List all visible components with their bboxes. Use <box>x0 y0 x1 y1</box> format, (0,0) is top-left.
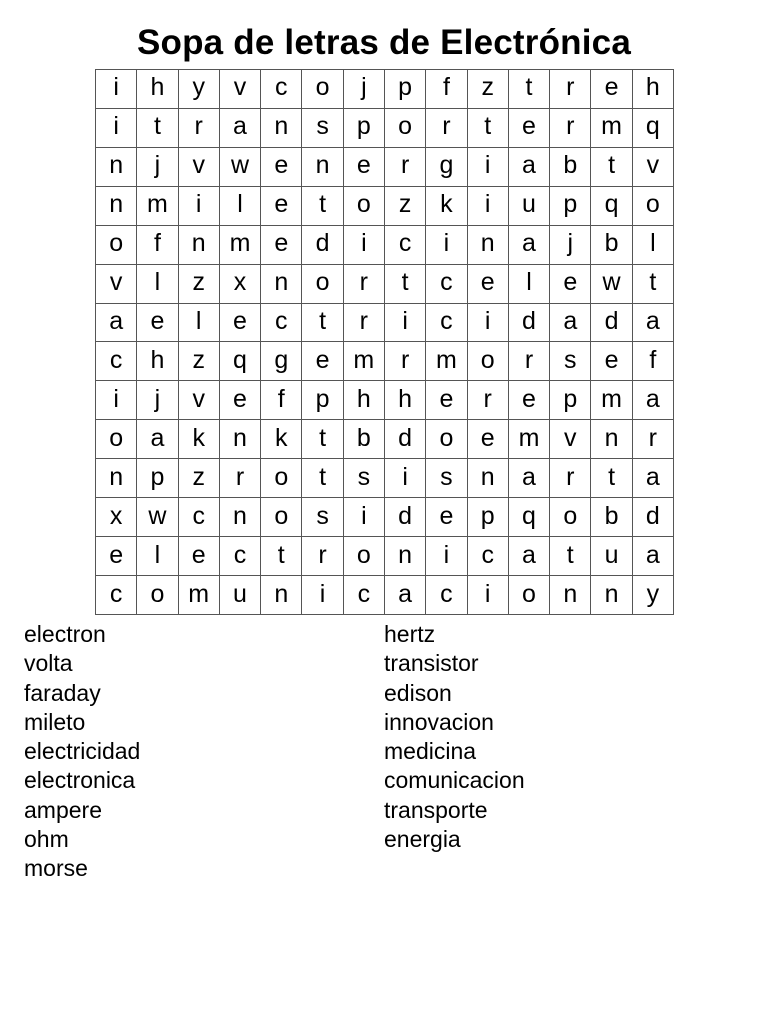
grid-cell: u <box>509 187 550 226</box>
grid-cell: i <box>344 226 385 265</box>
grid-cell: m <box>509 420 550 459</box>
grid-cell: p <box>344 109 385 148</box>
grid-cell: c <box>385 226 426 265</box>
grid-cell: i <box>468 576 509 615</box>
grid-cell: e <box>261 226 302 265</box>
grid-cell: a <box>137 420 178 459</box>
grid-cell: l <box>633 226 674 265</box>
grid-cell: o <box>96 420 137 459</box>
grid-cell: j <box>550 226 591 265</box>
grid-cell: i <box>96 109 137 148</box>
grid-cell: e <box>137 304 178 343</box>
grid-cell: a <box>550 304 591 343</box>
grid-cell: x <box>96 498 137 537</box>
grid-cell: n <box>220 498 261 537</box>
grid-cell: m <box>591 109 632 148</box>
grid-cell: c <box>468 537 509 576</box>
grid-cell: n <box>261 576 302 615</box>
grid-cell: k <box>261 420 302 459</box>
grid-cell: n <box>96 459 137 498</box>
word-list-left <box>24 620 140 884</box>
word-list-item: volta <box>24 650 73 677</box>
grid-cell: n <box>261 265 302 304</box>
grid-cell: e <box>426 381 467 420</box>
grid-cell: w <box>220 148 261 187</box>
grid-cell: c <box>344 576 385 615</box>
grid-cell: k <box>179 420 220 459</box>
grid-cell: r <box>179 109 220 148</box>
grid-cell: v <box>220 70 261 109</box>
word-list-item: mileto <box>24 708 86 735</box>
grid-cell: z <box>179 459 220 498</box>
grid-cell: j <box>137 381 178 420</box>
grid-cell: m <box>344 342 385 381</box>
grid-cell: p <box>302 381 343 420</box>
grid-cell: i <box>426 537 467 576</box>
grid-cell: n <box>468 459 509 498</box>
grid-cell: i <box>468 304 509 343</box>
grid-cell: e <box>591 342 632 381</box>
grid-cell: c <box>261 70 302 109</box>
grid-cell: s <box>344 459 385 498</box>
grid-cell: h <box>385 381 426 420</box>
grid-cell: o <box>302 265 343 304</box>
grid-cell: a <box>509 148 550 187</box>
word-list-item: morse <box>24 855 88 882</box>
grid-cell: e <box>344 148 385 187</box>
grid-cell: a <box>633 537 674 576</box>
grid-cell: u <box>220 576 261 615</box>
grid-cell: r <box>385 148 426 187</box>
word-list-item: ampere <box>24 796 102 823</box>
word-list-item: electronica <box>24 767 136 794</box>
grid-cell: t <box>302 459 343 498</box>
grid-cell: c <box>220 537 261 576</box>
grid-cell: o <box>261 459 302 498</box>
grid-cell: d <box>385 420 426 459</box>
page-title: Sopa de letras de Electrónica <box>136 23 632 62</box>
grid-cell: k <box>426 187 467 226</box>
grid-cell: e <box>550 265 591 304</box>
grid-cell: h <box>344 381 385 420</box>
grid-cell: r <box>509 342 550 381</box>
grid-cell: r <box>550 459 591 498</box>
grid-cell: v <box>96 265 137 304</box>
grid-cell: l <box>137 537 178 576</box>
grid-cell: l <box>509 265 550 304</box>
grid-cell: t <box>302 420 343 459</box>
grid-cell: f <box>426 70 467 109</box>
grid-cell: o <box>344 537 385 576</box>
grid-cell: a <box>633 381 674 420</box>
grid-cell: e <box>261 187 302 226</box>
grid-cell: r <box>550 70 591 109</box>
word-list-item: edison <box>384 679 452 706</box>
grid-cell: e <box>220 381 261 420</box>
grid-cell: e <box>96 537 137 576</box>
grid-cell: u <box>591 537 632 576</box>
grid-cell: o <box>344 187 385 226</box>
grid-cell: a <box>220 109 261 148</box>
grid-cell: h <box>137 342 178 381</box>
grid-cell: m <box>591 381 632 420</box>
grid-cell: p <box>385 70 426 109</box>
grid-cell: d <box>591 304 632 343</box>
grid-cell: q <box>509 498 550 537</box>
grid-cell: e <box>426 498 467 537</box>
grid-cell: v <box>179 148 220 187</box>
word-list-item: electricidad <box>24 738 141 765</box>
grid-cell: y <box>179 70 220 109</box>
grid-cell: e <box>468 265 509 304</box>
grid-cell: o <box>468 342 509 381</box>
grid-cell: q <box>633 109 674 148</box>
grid-cell: q <box>591 187 632 226</box>
grid-cell: n <box>591 576 632 615</box>
grid-cell: e <box>591 70 632 109</box>
grid-cell: n <box>385 537 426 576</box>
grid-cell: e <box>179 537 220 576</box>
word-list-right <box>384 620 525 854</box>
grid-cell: t <box>591 148 632 187</box>
grid-cell: i <box>468 187 509 226</box>
grid-cell: s <box>426 459 467 498</box>
word-list-item: medicina <box>384 738 477 765</box>
grid-cell: l <box>220 187 261 226</box>
grid-cell: c <box>426 576 467 615</box>
grid-cell: m <box>137 187 178 226</box>
grid-cell: f <box>633 342 674 381</box>
grid-cell: n <box>591 420 632 459</box>
grid-cell: z <box>179 265 220 304</box>
grid-cell: z <box>385 187 426 226</box>
grid-cell: r <box>220 459 261 498</box>
grid-cell: d <box>509 304 550 343</box>
grid-cell: p <box>550 187 591 226</box>
grid-cell: r <box>550 109 591 148</box>
grid-cell: a <box>509 226 550 265</box>
grid-cell: f <box>137 226 178 265</box>
grid-cell: l <box>137 265 178 304</box>
grid-cell: w <box>137 498 178 537</box>
grid-cell: r <box>344 304 385 343</box>
word-list-item: transistor <box>384 650 479 677</box>
grid-cell: e <box>509 109 550 148</box>
grid-cell: i <box>344 498 385 537</box>
grid-cell: o <box>633 187 674 226</box>
word-search-grid <box>95 69 674 615</box>
grid-cell: h <box>633 70 674 109</box>
grid-cell: e <box>220 304 261 343</box>
grid-cell: i <box>96 70 137 109</box>
grid-cell: n <box>468 226 509 265</box>
grid-cell: t <box>509 70 550 109</box>
grid-cell: g <box>426 148 467 187</box>
grid-cell: d <box>302 226 343 265</box>
grid-cell: b <box>550 148 591 187</box>
grid-cell: j <box>137 148 178 187</box>
grid-cell: c <box>96 576 137 615</box>
grid-cell: a <box>96 304 137 343</box>
grid-cell: q <box>220 342 261 381</box>
grid-cell: t <box>261 537 302 576</box>
word-list-item: faraday <box>24 679 101 706</box>
grid-cell: e <box>261 148 302 187</box>
grid-cell: t <box>302 187 343 226</box>
grid-cell: t <box>550 537 591 576</box>
grid-cell: p <box>468 498 509 537</box>
grid-cell: p <box>137 459 178 498</box>
grid-cell: r <box>344 265 385 304</box>
grid-cell: r <box>633 420 674 459</box>
grid-cell: c <box>426 304 467 343</box>
grid-cell: b <box>591 498 632 537</box>
grid-cell: t <box>633 265 674 304</box>
grid-cell: i <box>385 304 426 343</box>
grid-cell: s <box>302 498 343 537</box>
grid-cell: r <box>468 381 509 420</box>
grid-cell: n <box>220 420 261 459</box>
grid-cell: v <box>179 381 220 420</box>
grid-cell: r <box>426 109 467 148</box>
word-list-item: comunicacion <box>384 767 525 794</box>
grid-cell: c <box>179 498 220 537</box>
word-list-item: ohm <box>24 826 69 853</box>
grid-cell: n <box>96 148 137 187</box>
grid-cell: y <box>633 576 674 615</box>
grid-cell: r <box>385 342 426 381</box>
grid-cell: t <box>137 109 178 148</box>
grid-cell: o <box>385 109 426 148</box>
grid-cell: w <box>591 265 632 304</box>
grid-cell: t <box>385 265 426 304</box>
grid-cell: n <box>550 576 591 615</box>
grid-cell: a <box>509 459 550 498</box>
grid-cell: z <box>179 342 220 381</box>
grid-cell: o <box>509 576 550 615</box>
word-list-item: hertz <box>384 621 436 647</box>
grid-cell: r <box>302 537 343 576</box>
grid-cell: c <box>261 304 302 343</box>
grid-cell: z <box>468 70 509 109</box>
grid-cell: b <box>591 226 632 265</box>
grid-cell: n <box>302 148 343 187</box>
grid-cell: c <box>96 342 137 381</box>
grid-cell: o <box>302 70 343 109</box>
grid-cell: a <box>509 537 550 576</box>
grid-cell: h <box>137 70 178 109</box>
grid-cell: i <box>179 187 220 226</box>
word-list-item: electron <box>24 621 106 647</box>
grid-cell: m <box>179 576 220 615</box>
grid-cell: o <box>137 576 178 615</box>
grid-cell: l <box>179 304 220 343</box>
grid-cell: x <box>220 265 261 304</box>
grid-cell: e <box>302 342 343 381</box>
grid-cell: a <box>633 304 674 343</box>
word-list-item: energia <box>384 826 461 853</box>
grid-cell: g <box>261 342 302 381</box>
grid-cell: t <box>302 304 343 343</box>
grid-cell: i <box>468 148 509 187</box>
grid-cell: a <box>385 576 426 615</box>
grid-cell: o <box>550 498 591 537</box>
grid-cell: m <box>426 342 467 381</box>
grid-cell: i <box>96 381 137 420</box>
grid-cell: a <box>633 459 674 498</box>
grid-cell: j <box>344 70 385 109</box>
grid-cell: o <box>96 226 137 265</box>
grid-cell: p <box>550 381 591 420</box>
grid-cell: t <box>468 109 509 148</box>
grid-cell: d <box>385 498 426 537</box>
word-list-item: innovacion <box>384 708 494 735</box>
grid-cell: t <box>591 459 632 498</box>
grid-cell: m <box>220 226 261 265</box>
grid-cell: c <box>426 265 467 304</box>
grid-cell: n <box>179 226 220 265</box>
grid-cell: o <box>261 498 302 537</box>
grid-cell: i <box>385 459 426 498</box>
grid-cell: v <box>633 148 674 187</box>
grid-cell: n <box>96 187 137 226</box>
grid-cell: i <box>302 576 343 615</box>
grid-cell: o <box>426 420 467 459</box>
word-list-item: transporte <box>384 796 488 823</box>
grid-cell: s <box>302 109 343 148</box>
grid-cell: e <box>468 420 509 459</box>
grid-cell: s <box>550 342 591 381</box>
grid-cell: d <box>633 498 674 537</box>
grid-cell: i <box>426 226 467 265</box>
grid-cell: f <box>261 381 302 420</box>
grid-cell: v <box>550 420 591 459</box>
grid-cell: b <box>344 420 385 459</box>
grid-cell: n <box>261 109 302 148</box>
grid-cell: e <box>509 381 550 420</box>
